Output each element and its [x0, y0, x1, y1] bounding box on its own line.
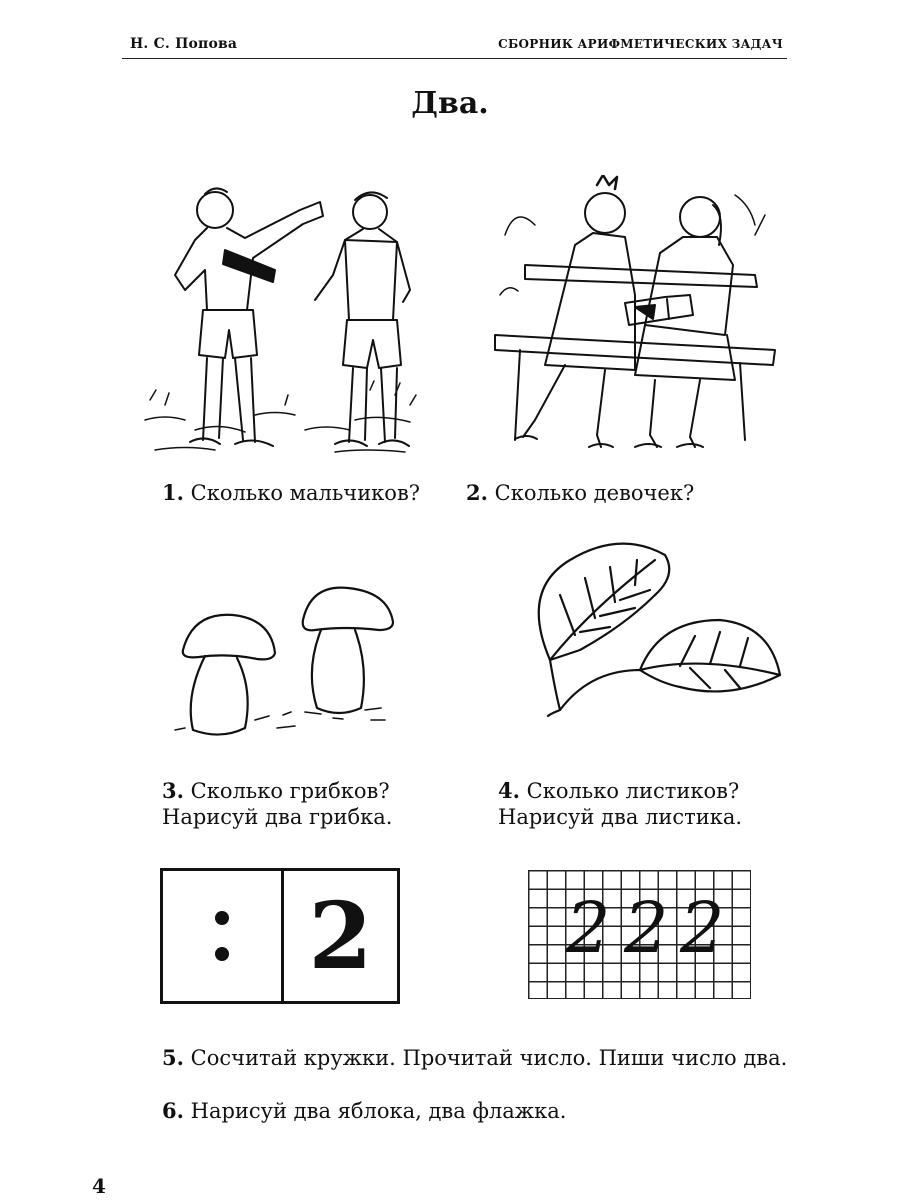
task-3-caption	[162, 778, 392, 830]
number-card-dots	[163, 871, 284, 1001]
task-5-paragraph	[162, 1045, 802, 1071]
task-4-number: 4.	[498, 778, 520, 803]
dot-2	[215, 947, 229, 961]
number-card-digit: 2	[308, 882, 373, 990]
task-1-caption	[162, 480, 420, 506]
task-4-caption	[498, 778, 742, 830]
copybook-digit-2: 2	[624, 887, 669, 969]
dot-1	[215, 911, 229, 925]
copybook-digit-1: 2	[566, 887, 611, 969]
task-4-text-2: Нарисуй два листика.	[498, 805, 743, 829]
task-6-paragraph	[162, 1098, 802, 1124]
task-5-number: 5.	[162, 1045, 184, 1070]
running-header	[122, 28, 787, 59]
task-6-number: 6.	[162, 1098, 184, 1123]
task-1-number: 1.	[162, 480, 184, 505]
two-girls-on-bench-illustration	[485, 175, 785, 470]
header-author: Н. С. Попова	[130, 36, 238, 52]
page-title: Два.	[411, 86, 489, 121]
copybook-grid	[528, 870, 751, 999]
task-6-text: Нарисуй два яблока, два флажка.	[190, 1099, 567, 1123]
copybook-digit-3: 2	[680, 887, 725, 969]
two-mushrooms-illustration	[165, 580, 405, 740]
page-number: 4	[92, 1174, 106, 1198]
task-5-text: Сосчитай кружки. Прочитай число. Пиши число два.	[190, 1046, 788, 1070]
task-3-text: Сколько грибков?	[190, 779, 390, 803]
task-3-number: 3.	[162, 778, 184, 803]
number-card	[160, 868, 400, 1004]
two-boys-illustration	[135, 180, 435, 470]
task-4-text: Сколько листиков?	[526, 779, 740, 803]
header-book-title: СБОРНИК АРИФМЕТИЧЕСКИХ ЗАДАЧ	[498, 37, 783, 51]
task-2-caption	[466, 480, 694, 506]
task-3-text-2: Нарисуй два грибка.	[162, 805, 393, 829]
task-1-text: Сколько мальчиков?	[190, 481, 421, 505]
task-2-text: Сколько девочек?	[494, 481, 695, 505]
task-2-number: 2.	[466, 480, 488, 505]
two-leaves-illustration	[520, 540, 785, 730]
